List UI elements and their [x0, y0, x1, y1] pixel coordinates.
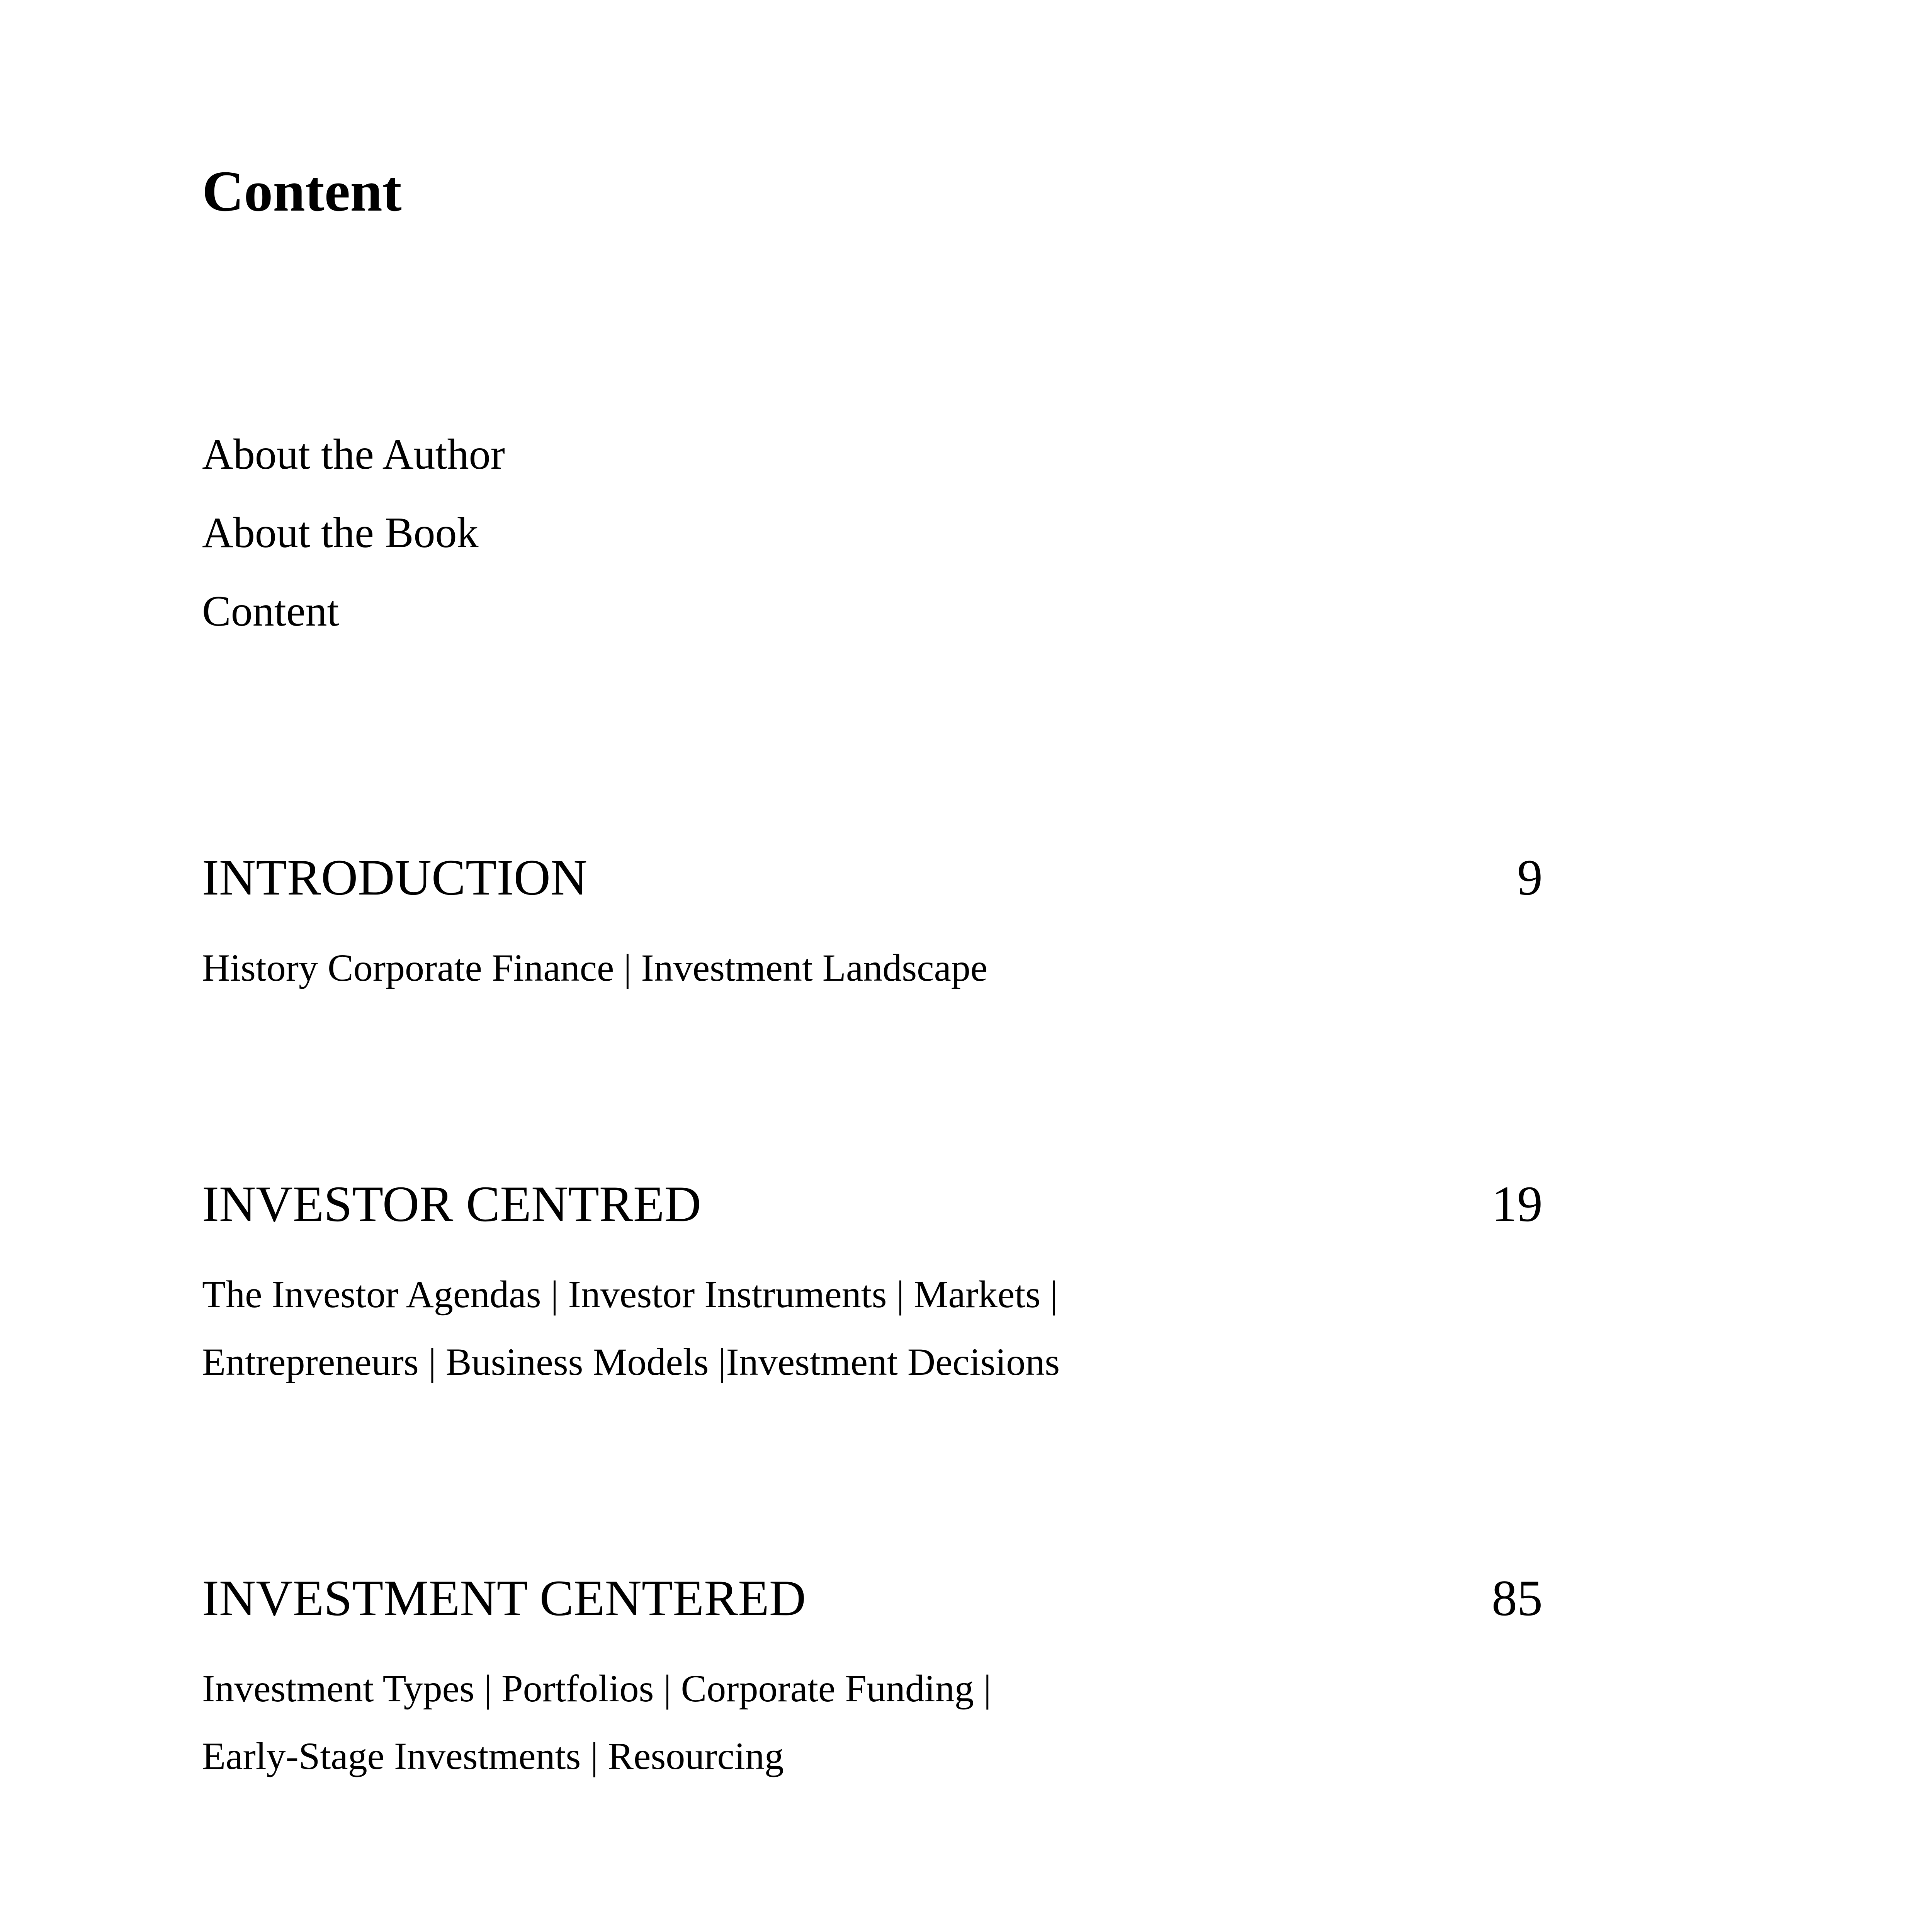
front-matter-about-author[interactable]: About the Author [202, 430, 505, 478]
toc-section-header[interactable] [202, 1570, 1543, 1627]
toc-section-page-number: 85 [1492, 1570, 1543, 1626]
toc-topic-line: History Corporate Finance | Investment Landscape [202, 946, 988, 989]
toc-section-header[interactable] [202, 1175, 1543, 1233]
toc-section-introduction [202, 849, 1543, 1016]
toc-section-topics [202, 1669, 1543, 1804]
toc-section-page-number: 9 [1517, 849, 1543, 906]
toc-topic-line: The Investor Agendas | Investor Instruments | Markets | [202, 1273, 1058, 1316]
toc-section-page-number: 19 [1492, 1175, 1543, 1232]
front-matter-content[interactable]: Content [202, 587, 339, 635]
toc-section-title[interactable]: INVESTOR CENTRED [202, 1175, 701, 1232]
toc-section-investment-centered [202, 1570, 1543, 1804]
front-matter-list [202, 430, 505, 668]
toc-section-topics [202, 1275, 1543, 1410]
toc-topic-line: Early-Stage Investments | Resourcing [202, 1735, 784, 1777]
toc-section-header[interactable] [202, 849, 1543, 906]
toc-topic-line: Entrepreneurs | Business Models |Investment Decisions [202, 1340, 1060, 1383]
toc-section-topics [202, 946, 1543, 1016]
toc-section-title[interactable]: INVESTMENT CENTERED [202, 1570, 806, 1626]
front-matter-about-book[interactable]: About the Book [202, 509, 479, 557]
toc-section-title[interactable]: INTRODUCTION [202, 849, 588, 906]
toc-topic-line: Investment Types | Portfolios | Corporate Funding | [202, 1667, 991, 1710]
toc-section-investor-centred [202, 1175, 1543, 1410]
page-title: Content [202, 159, 402, 223]
